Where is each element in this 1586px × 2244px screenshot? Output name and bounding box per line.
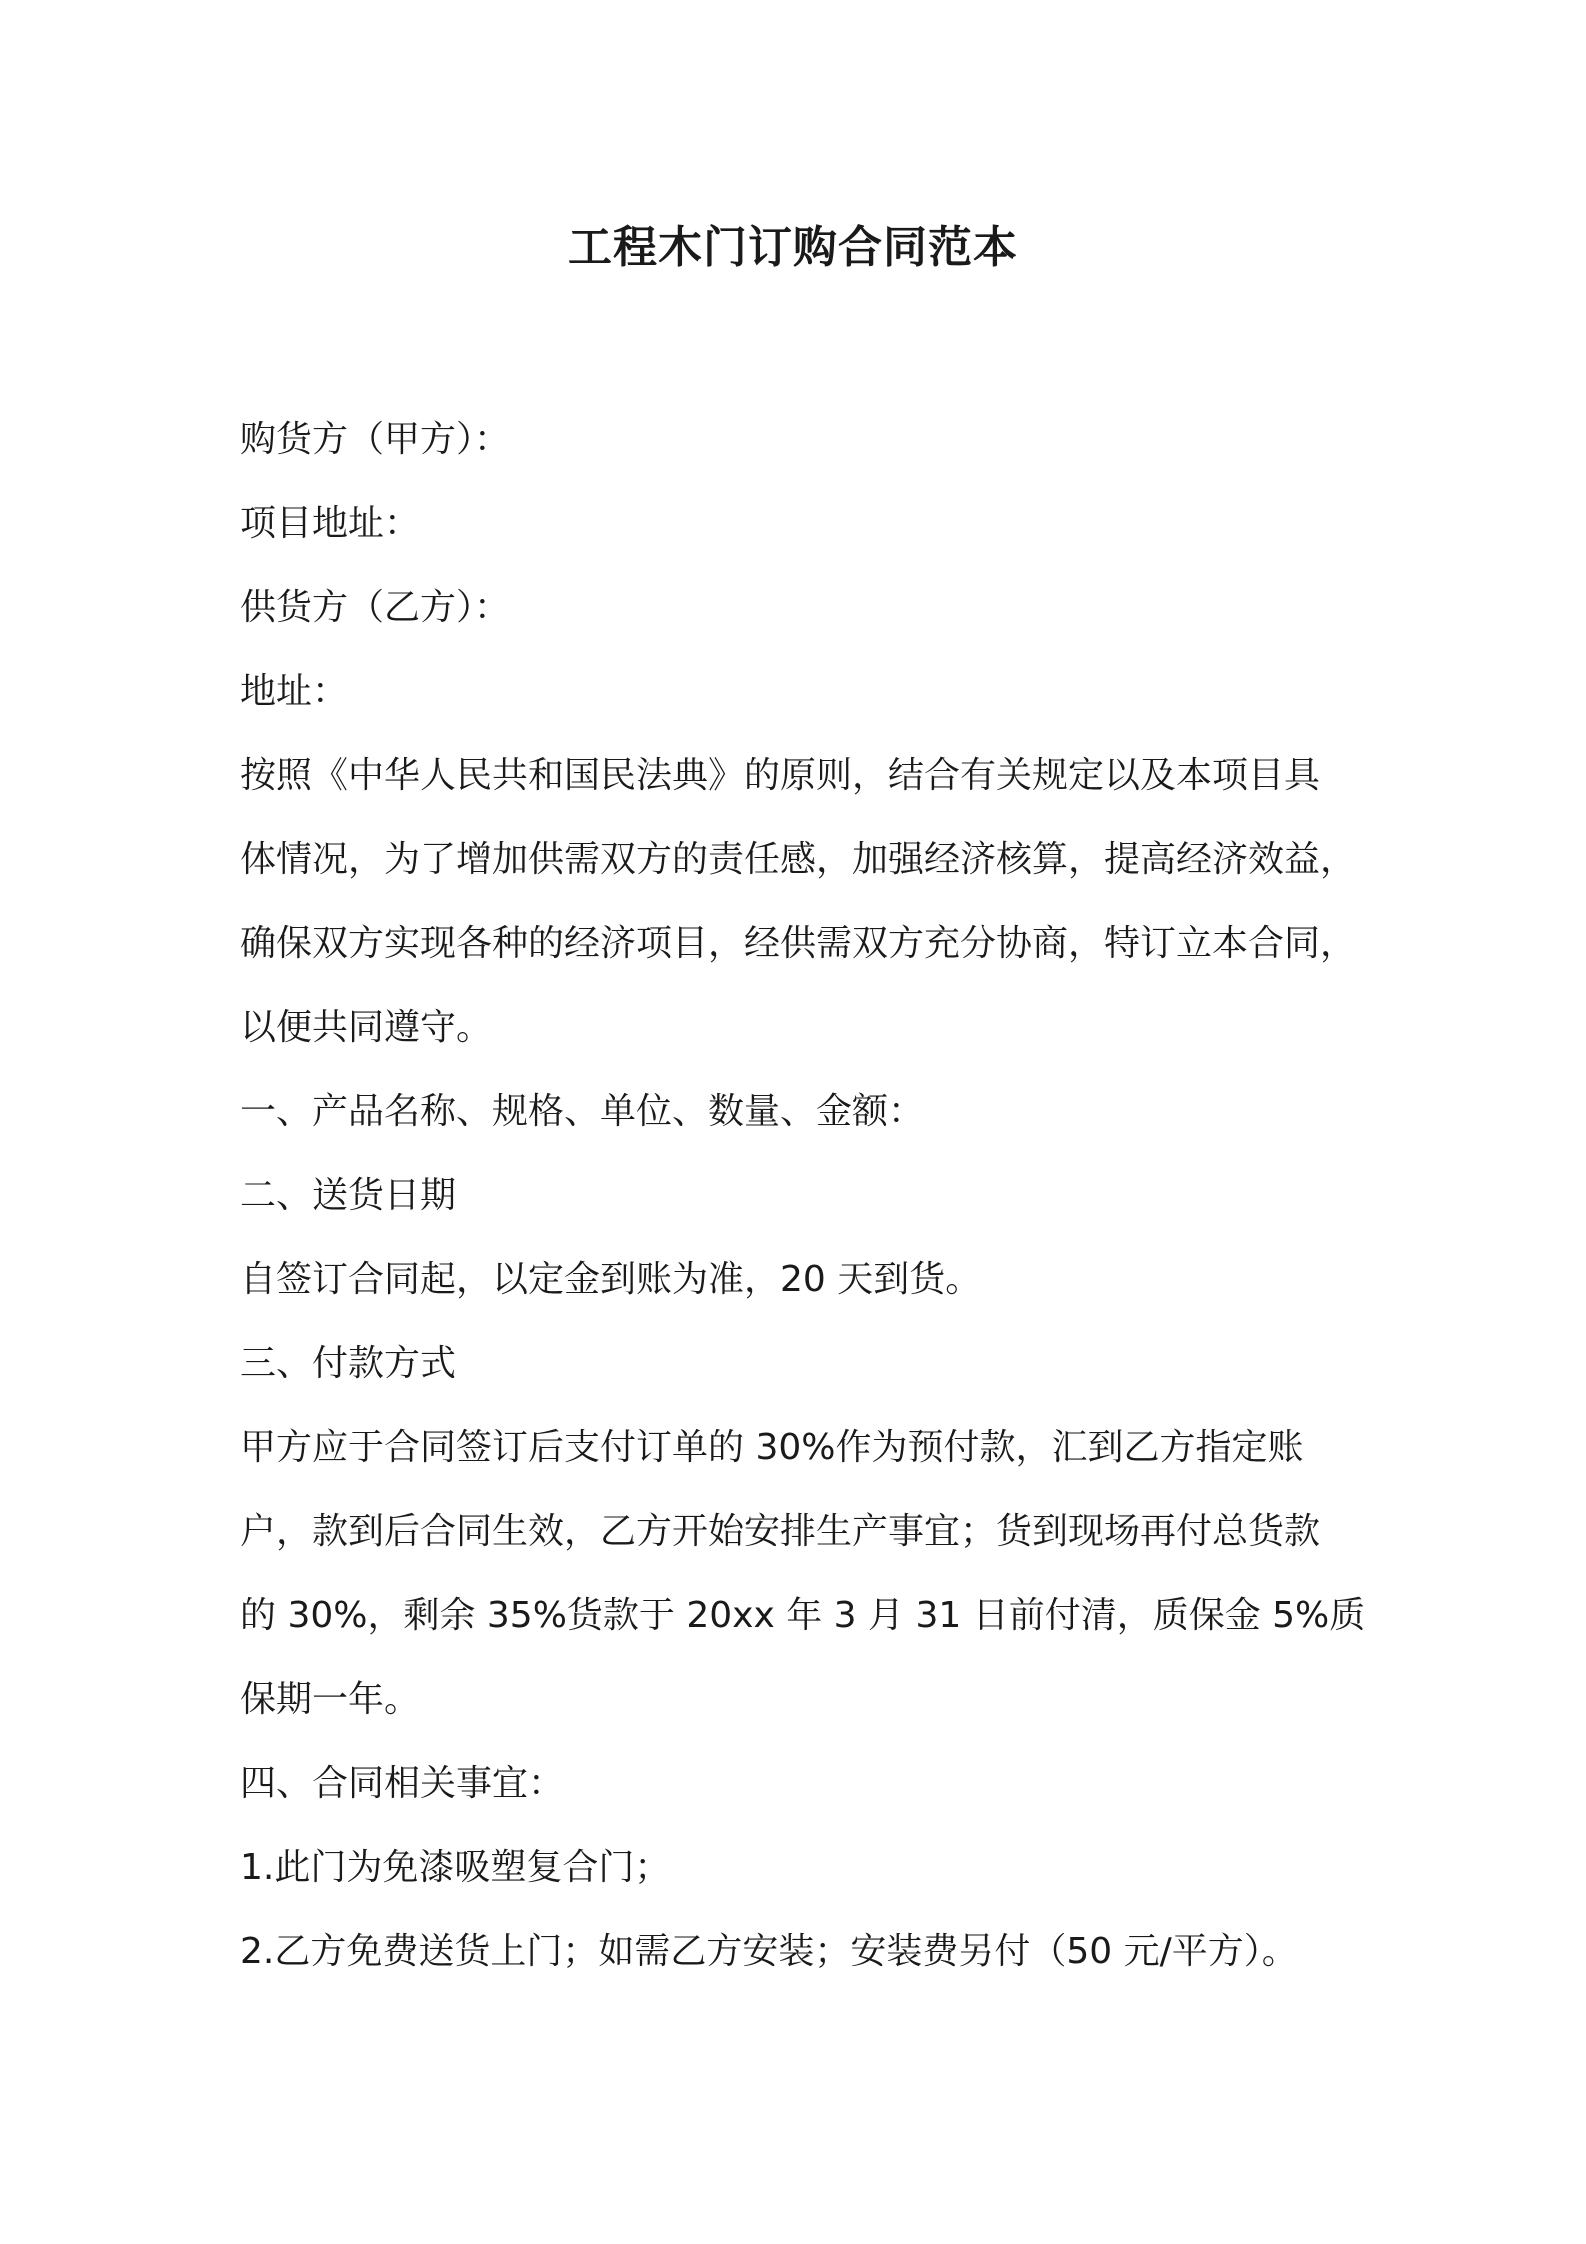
preamble-line-2: 体情况，为了增加供需双方的责任感，加强经济核算，提高经济效益， bbox=[240, 839, 1357, 880]
address-line: 地址： bbox=[240, 671, 349, 712]
section-2-heading: 二、送货日期 bbox=[240, 1175, 457, 1216]
payment-line-2: 户，款到后合同生效，乙方开始安排生产事宜；货到现场再付总货款 bbox=[240, 1511, 1321, 1552]
section-1-heading: 一、产品名称、规格、单位、数量、金额： bbox=[240, 1091, 925, 1132]
supplier-line: 供货方（乙方）： bbox=[240, 587, 511, 628]
document-title: 工程木门订购合同范本 bbox=[568, 222, 1018, 273]
project-address-line: 项目地址： bbox=[240, 503, 421, 544]
item-2: 2.乙方免费送货上门；如需乙方安装；安装费另付（50 元/平方）。 bbox=[240, 1931, 1298, 1972]
item-1: 1.此门为免漆吸塑复合门； bbox=[240, 1847, 671, 1888]
preamble-line-4: 以便共同遵守。 bbox=[240, 1007, 493, 1048]
payment-line-3: 的 30%，剩余 35%货款于 20xx 年 3 月 31 日前付清，质保金 5%质 bbox=[240, 1595, 1366, 1636]
section-4-heading: 四、合同相关事宜： bbox=[240, 1763, 565, 1804]
document-body bbox=[240, 398, 1366, 1994]
delivery-text: 自签订合同起，以定金到账为准，20 天到货。 bbox=[240, 1259, 982, 1300]
buyer-line: 购货方（甲方）： bbox=[240, 419, 511, 460]
preamble-line-1: 按照《中华人民共和国民法典》的原则，结合有关规定以及本项目具 bbox=[240, 755, 1321, 796]
section-3-heading: 三、付款方式 bbox=[240, 1343, 457, 1384]
payment-line-4: 保期一年。 bbox=[240, 1679, 421, 1720]
payment-line-1: 甲方应于合同签订后支付订单的 30%作为预付款，汇到乙方指定账 bbox=[240, 1427, 1304, 1468]
preamble-line-3: 确保双方实现各种的经济项目，经供需双方充分协商，特订立本合同， bbox=[240, 923, 1357, 964]
